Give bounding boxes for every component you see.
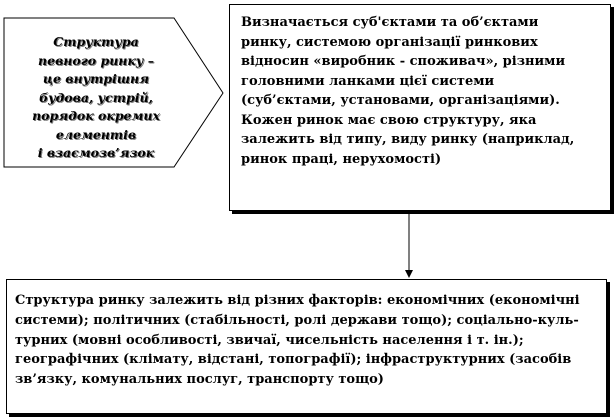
description-line: залежить від типу, виду ринку (наприклад, (241, 132, 575, 147)
description-line: Визначається суб'єктами та об’єктами (241, 15, 539, 30)
description-line: відносин «виробник - споживач», різними (241, 54, 566, 69)
definition-line: і взаємозв’язок (37, 145, 155, 161)
factors-box (6, 279, 607, 414)
definition-line: Структура (53, 34, 139, 50)
description-box (229, 4, 611, 211)
factors-line: системи); політичних (стабільності, ролі держави тощо); соціально-куль- (15, 312, 579, 328)
definition-line: елементів (55, 126, 137, 142)
factors-line: зв’язку, комунальних послуг, транспорту тощо) (15, 372, 384, 388)
definition-line: порядок окремих (32, 108, 160, 124)
definition-line: певного ринку – (38, 52, 154, 68)
definition-line: це внутрішня (42, 71, 150, 87)
factors-line: Структура ринку залежить від різних факторів: економічних (економічні (15, 293, 580, 308)
description-line: (суб’єктами, установами, організаціями). (241, 93, 560, 108)
definition-line: будова, устрій, (39, 89, 153, 105)
description-line: Кожен ринок має свою структуру, яка (241, 112, 537, 128)
factors-line: географічних (клімату, відстані, топографії); інфраструктурних (засобів (15, 352, 572, 368)
definition-text (18, 18, 174, 178)
description-line: ринку, системою організації ринкових (241, 34, 538, 50)
description-line: головними ланками цієї системи (241, 73, 495, 89)
factors-line: турних (мовні особливості, звичаї, чисельність населення і т. ін.); (15, 332, 524, 348)
description-line: ринок праці, нерухомості) (241, 151, 442, 167)
